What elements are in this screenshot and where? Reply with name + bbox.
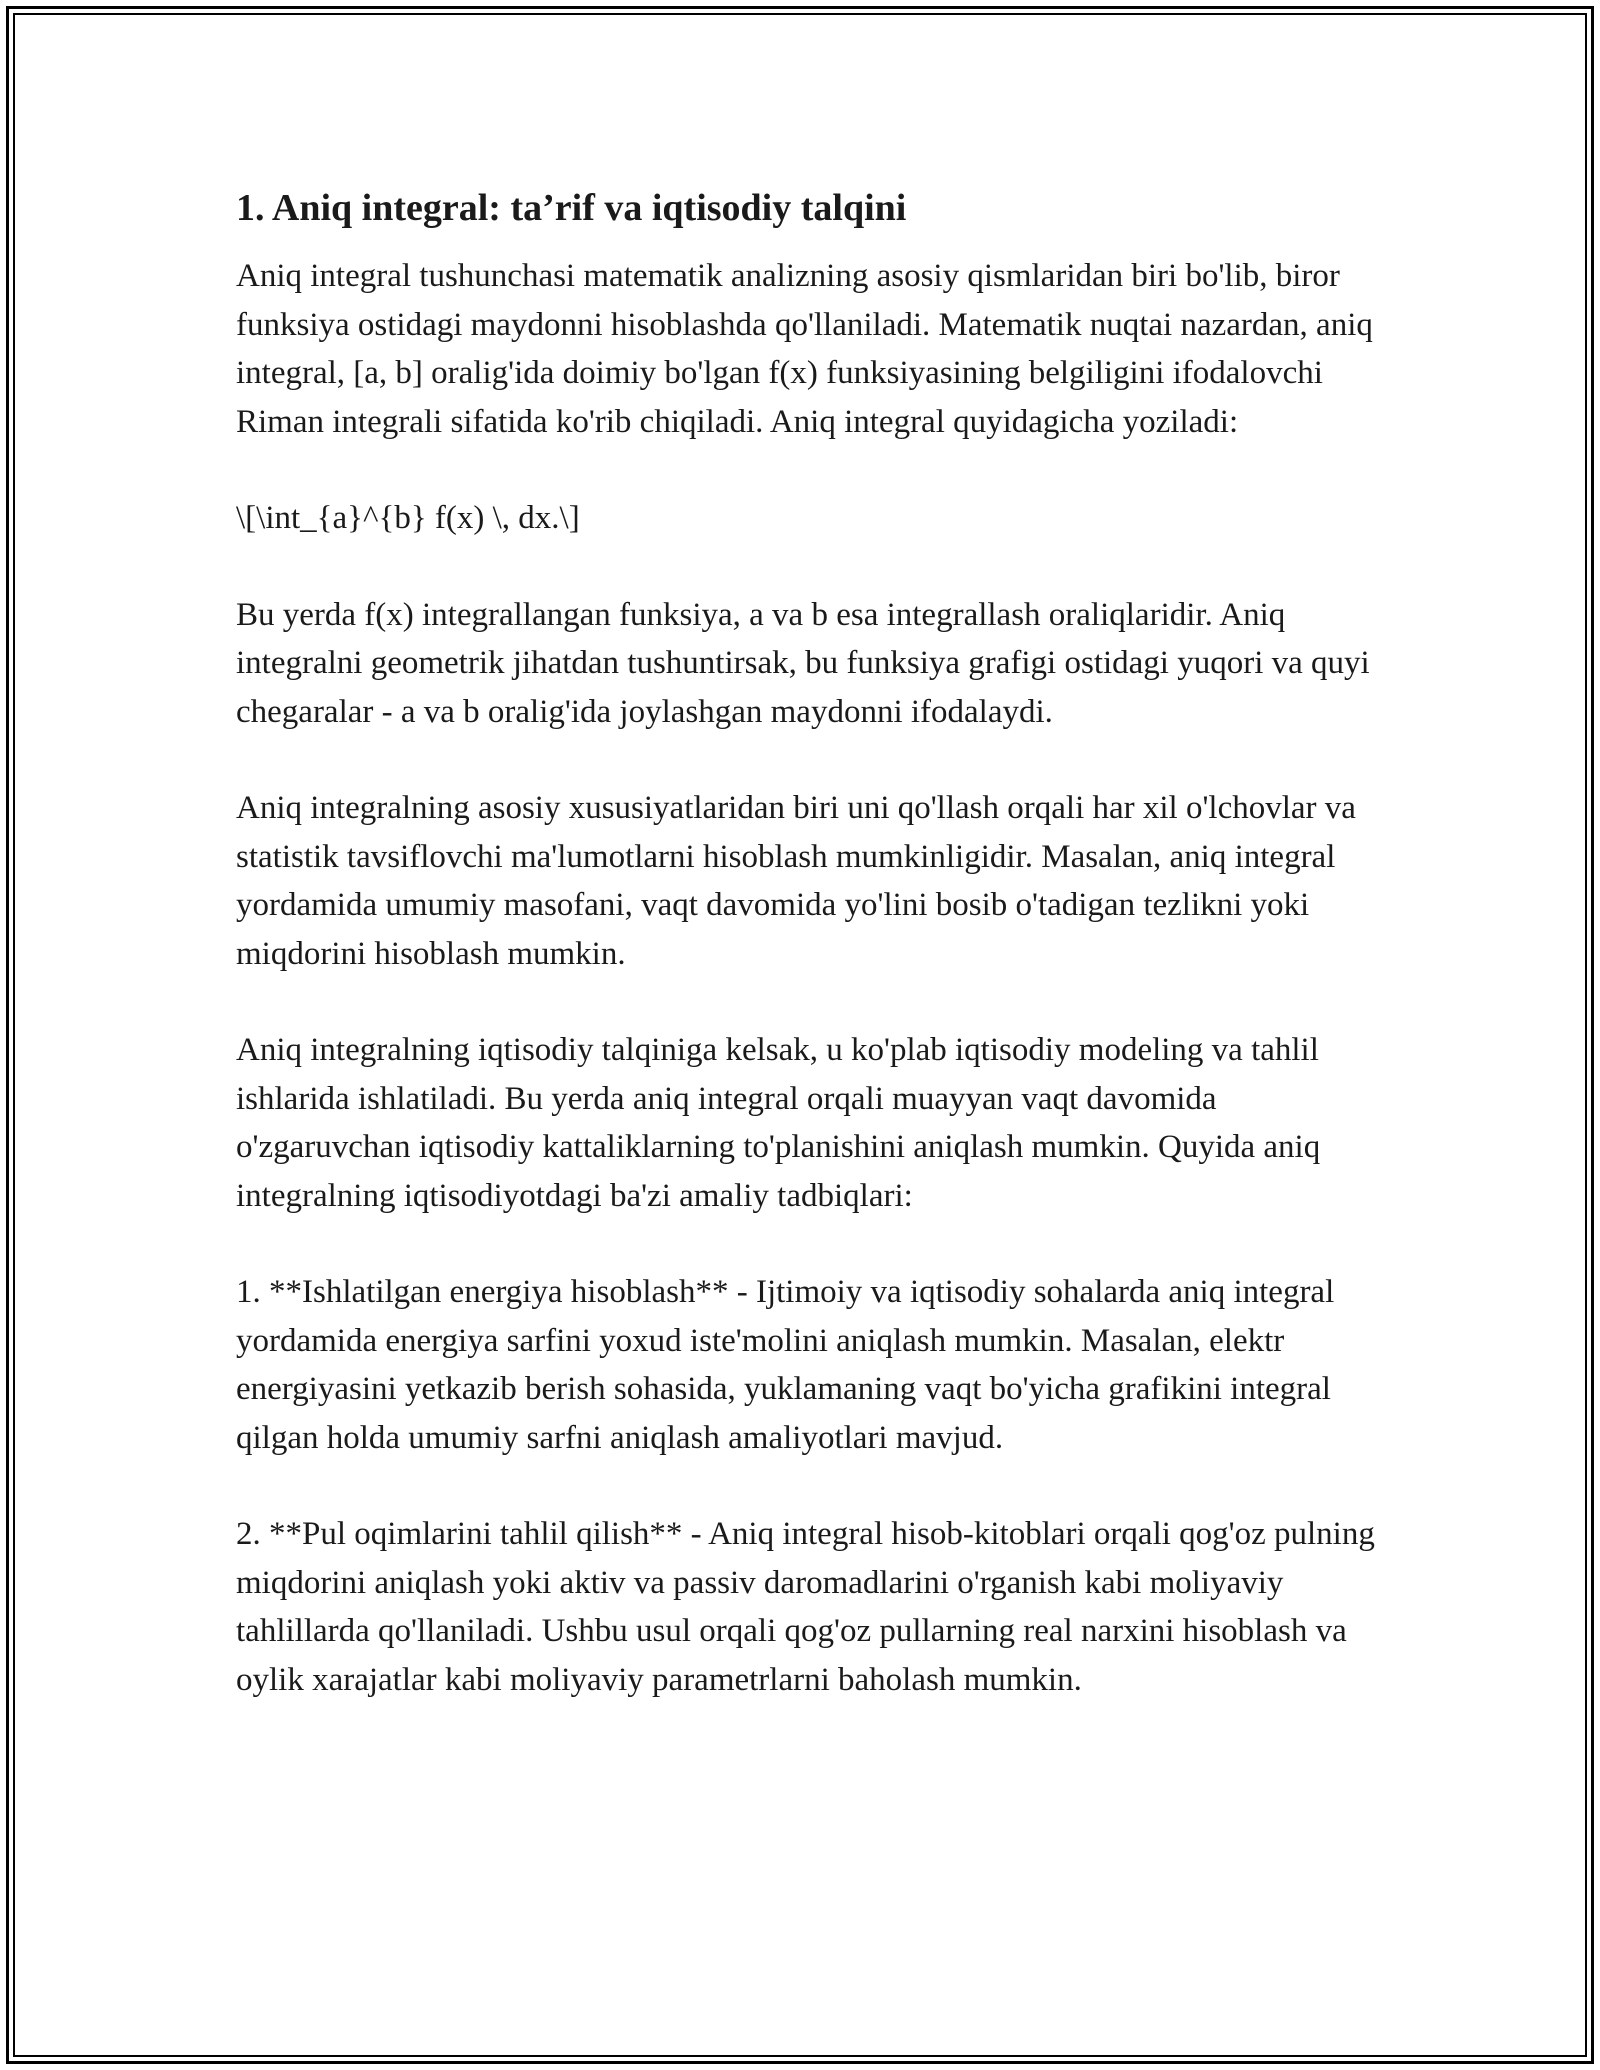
paragraph-energy-application: 1. **Ishlatilgan energiya hisoblash** - Ijtimoiy va iqtisodiy sohalarda aniq integral yordamida energiya sarfini yoxud iste'molini aniqlash mumkin. Masalan, elektr energiyasini yetkazib berish sohasida, yuklamaning vaqt bo'yicha grafikini integral qilgan holda umumiy sarfni aniqlash amaliyotlari mavjud.: [236, 1274, 1335, 1456]
paragraph-cashflow-application: 2. **Pul oqimlarini tahlil qilish** - Aniq integral hisob-kitoblari orqali qog'oz pulning miqdorini aniqlash yoki aktiv va passiv daromadlarini o'rganish kabi moliyaviy tahlillarda qo'llaniladi. Ushbu usul orqali qog'oz pullarning real narxini hisoblash va oylik xarajatlar kabi moliyaviy parametrlarni baholash mumkin.: [236, 1516, 1375, 1698]
paragraph-properties: Aniq integralning asosiy xususiyatlaridan biri uni qo'llash orqali har xil o'lchovlar va statistik tavsiflovchi ma'lumotlarni hisoblash mumkinligidir. Masalan, aniq integral yordamida umumiy masofani, vaqt davomida yo'lini bosib o'tadigan tezlikni yoki miqdorini hisoblash mumkin.: [236, 790, 1356, 972]
section-heading: 1. Aniq integral: ta’rif va iqtisodiy talqini: [236, 187, 907, 229]
paragraph-economic-interpretation: Aniq integralning iqtisodiy talqiniga kelsak, u ko'plab iqtisodiy modeling va tahlil ishlarida ishlatiladi. Bu yerda aniq integral orqali muayyan vaqt davomida o'zgaruvchan iqtisodiy kattaliklarning to'planishini aniqlash mumkin. Quyida aniq integralning iqtisodiyotdagi ba'zi amaliy tadbiqlari:: [236, 1032, 1321, 1214]
paragraph-definition: Aniq integral tushunchasi matematik analizning asosiy qismlaridan biri bo'lib, biror funksiya ostidagi maydonni hisoblashda qo'llaniladi. Matematik nuqtai nazardan, aniq integral, [a, b] oralig'ida doimiy bo'lgan f(x) funksiyasining belgiligini ifodalovchi Riman integrali sifatida ko'rib chiqiladi. Aniq integral quyidagicha yoziladi:: [236, 258, 1373, 440]
paragraph-geometric-meaning: Bu yerda f(x) integrallangan funksiya, a va b esa integrallash oraliqlaridir. Aniq integralni geometrik jihatdan tushuntirsak, bu funksiya grafigi ostidagi yuqori va quyi chegaralar - a va b oralig'ida joylashgan maydonni ifodalaydi.: [236, 596, 1370, 730]
paragraph-formula: \[\int_{a}^{b} f(x) \, dx.\]: [236, 500, 580, 536]
document-body: [236, 184, 1376, 1704]
